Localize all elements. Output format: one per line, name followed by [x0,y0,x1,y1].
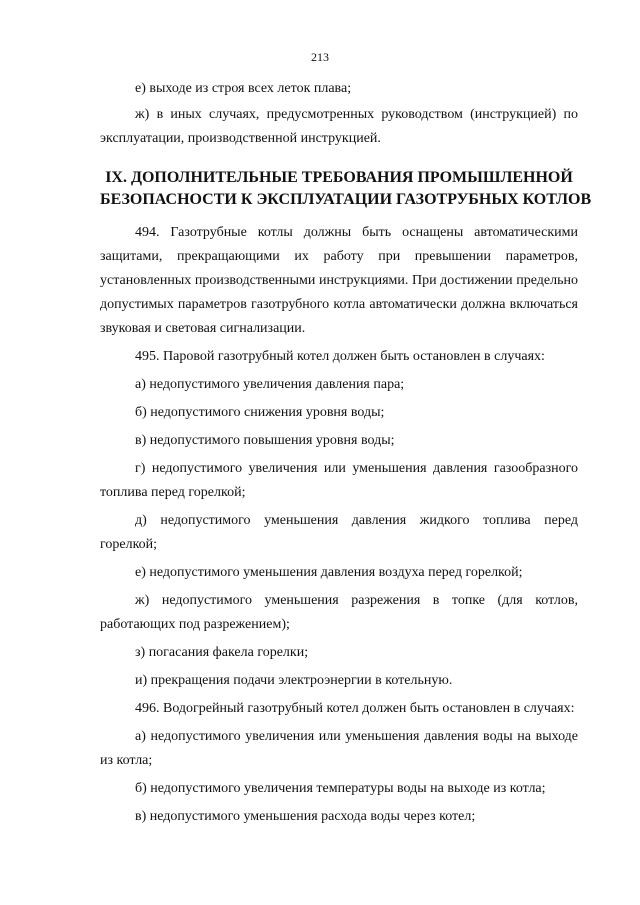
clause-496: 496. Водогрейный газотрубный котел должен быть остановлен в случаях: [135,701,575,716]
list-item: в) недопустимого уменьшения расхода воды через котел; [135,809,476,824]
section-heading-line: IX. ДОПОЛНИТЕЛЬНЫЕ ТРЕБОВАНИЯ ПРОМЫШЛЕННОЙ [105,169,573,186]
list-item: д) недопустимого уменьшения давления жидкого топлива перед горелкой; [100,513,578,552]
list-item: з) погасания факела горелки; [135,645,309,660]
section-heading-line: БЕЗОПАСНОСТИ К ЭКСПЛУАТАЦИИ ГАЗОТРУБНЫХ КОТЛОВ [100,191,592,208]
clause-495: 495. Паровой газотрубный котел должен быть остановлен в случаях: [135,349,545,364]
list-item: б) недопустимого увеличения температуры воды на выходе из котла; [135,781,546,796]
list-item: е) недопустимого уменьшения давления воздуха перед горелкой; [135,565,523,580]
page-number: 213 [311,50,329,64]
document-body [100,77,592,833]
section-heading [100,167,592,211]
list-item: и) прекращения подачи электроэнергии в котельную. [135,673,453,688]
list-item: а) недопустимого увеличения или уменьшения давления воды на выходе из котла; [100,729,578,768]
list-item: г) недопустимого увеличения или уменьшения давления газообразного топлива перед горелкой; [100,461,578,500]
list-item: ж) в иных случаях, предусмотренных руководством (инструкцией) по эксплуатации, производственной инструкцией. [100,107,578,146]
list-item: а) недопустимого увеличения давления пара; [135,377,405,392]
list-item: б) недопустимого снижения уровня воды; [135,405,385,420]
list-item: в) недопустимого повышения уровня воды; [135,433,395,448]
list-item: е) выходе из строя всех леток плава; [135,81,352,96]
list-item: ж) недопустимого уменьшения разрежения в топке (для котлов, работающих под разрежением); [100,593,578,632]
clause-494: 494. Газотрубные котлы должны быть оснащены автоматическими защитами, прекращающими их работу при превышении параметров, установленных производственными инструкциями. При достижении предельно допустимых параметров газотрубного котла автоматически должна включаться звуковая и световая сигнализации. [100,225,578,336]
